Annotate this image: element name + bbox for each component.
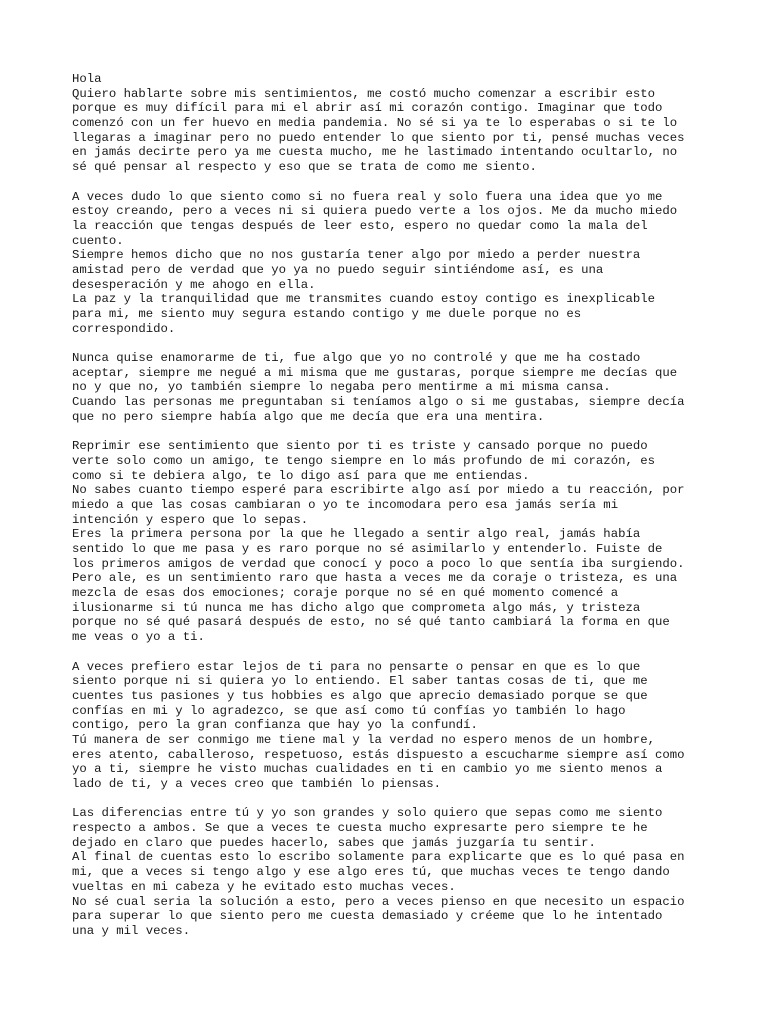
- text-line: para superar lo que siento pero me cuesta demasiado y créeme que lo he intentado: [72, 909, 663, 924]
- text-line: Pero ale, es un sentimiento raro que hasta a veces me da coraje o tristeza, es una: [72, 571, 678, 586]
- text-line: eres atento, caballeroso, respetuoso, estás dispuesto a escucharme siempre así como: [72, 747, 685, 762]
- text-line: aceptar, siempre me negué a mi misma que me gustaras, porque siempre me decías que: [72, 365, 678, 380]
- text-line: porque es muy difícil para mi el abrir así mi corazón contigo. Imaginar que todo: [72, 101, 663, 116]
- text-line: A veces dudo lo que siento como si no fuera real y solo fuera una idea que yo me: [72, 189, 663, 204]
- text-line: A veces prefiero estar lejos de ti para no pensarte o pensar en que es lo que: [72, 659, 641, 674]
- text-line: comenzó con un fer huevo en media pandemia. No sé si ya te lo esperabas o si te lo: [72, 116, 678, 131]
- text-line: ilusionarme si tú nunca me has dicho algo que comprometa algo más, y tristeza: [72, 600, 641, 615]
- text-line: correspondido.: [72, 321, 176, 336]
- text-line: lado de ti, y a veces creo que también lo piensas.: [72, 777, 441, 791]
- text-line: la reacción que tengas después de leer esto, espero no quedar como la mala del: [72, 218, 648, 233]
- text-line: estoy creando, pero a veces ni si quiera puedo verte a los ojos. Me da mucho miedo: [72, 204, 678, 219]
- text-line: La paz y la tranquilidad que me transmites cuando estoy contigo es inexplicable: [72, 292, 655, 307]
- letter-document: [72, 72, 712, 953]
- paragraph: [72, 72, 712, 175]
- text-line: Hola: [72, 72, 102, 86]
- text-line: cuento.: [72, 233, 124, 248]
- text-line: verte solo como un amigo, te tengo siempre en lo más profundo de mi corazón, es: [72, 453, 655, 468]
- text-line: mi, que a veces si tengo algo y ese algo eres tú, que muchas veces te tengo dando: [72, 865, 670, 880]
- text-line: como si te debiera algo, te lo digo así para que me entiendas.: [72, 468, 530, 483]
- text-line: llegaras a imaginar pero no puedo entender lo que siento por ti, pensé muchas veces: [72, 130, 685, 145]
- text-line: No sé cual seria la solución a esto, pero a veces pienso en que necesito un espacio: [72, 894, 685, 909]
- text-line: Al final de cuentas esto lo escribo solamente para explicarte que es lo qué pasa en: [72, 850, 685, 865]
- text-line: Siempre hemos dicho que no nos gustaría tener algo por miedo a perder nuestra: [72, 248, 641, 263]
- text-line: en jamás decirte pero ya me cuesta mucho, me he lastimado intentando ocultarlo, no: [72, 145, 678, 160]
- text-line: los primeros amigos de verdad que conocí y poco a poco lo que sentía iba surgiendo.: [72, 556, 685, 571]
- text-line: sé qué pensar al respecto y eso que se trata de como me siento.: [72, 160, 537, 175]
- text-line: que no pero siempre había algo que me decía que era una mentira.: [72, 409, 545, 424]
- text-line: me veas o yo a ti.: [72, 630, 205, 645]
- paragraph: [72, 190, 712, 337]
- text-line: Cuando las personas me preguntaban si teníamos algo o si me gustabas, siempre decía: [72, 395, 685, 410]
- paragraph: [72, 660, 712, 792]
- text-line: siento porque ni si quiera yo lo entiendo. El saber tantas cosas de ti, que me: [72, 674, 648, 689]
- text-line: una y mil veces.: [72, 923, 191, 938]
- text-line: sentido lo que me pasa y es raro porque no sé asimilarlo y entenderlo. Fuiste de: [72, 542, 663, 556]
- text-line: Tú manera de ser conmigo me tiene mal y la verdad no espero menos de un hombre,: [72, 732, 655, 747]
- text-line: Nunca quise enamorarme de ti, fue algo que yo no controlé y que me ha costado: [72, 351, 641, 366]
- text-line: porque no sé qué pasará después de esto, no sé qué tanto cambiará la forma en que: [72, 615, 670, 630]
- text-line: para mi, me siento muy segura estando contigo y me duele porque no es: [72, 307, 582, 321]
- text-line: amistad pero de verdad que yo ya no puedo seguir sintiéndome así, es una: [72, 262, 604, 277]
- text-line: cuentes tus pasiones y tus hobbies es algo que aprecio demasiado porque se que: [72, 688, 648, 703]
- text-line: respecto a ambos. Se que a veces te cuesta mucho expresarte pero siempre te he: [72, 821, 648, 836]
- text-line: mezcla de esas dos emociones; coraje porque no sé en qué momento comencé a: [72, 586, 619, 601]
- text-line: yo a ti, siempre he visto muchas cualidades en ti en cambio yo me siento menos a: [72, 762, 663, 777]
- text-line: intención y espero que lo sepas.: [72, 512, 309, 527]
- paragraph: [72, 351, 712, 424]
- text-line: No sabes cuanto tiempo esperé para escribirte algo así por miedo a tu reacción, por: [72, 483, 685, 498]
- text-line: no y que no, yo también siempre lo negaba pero mentirme a mi misma cansa.: [72, 380, 611, 395]
- text-line: Quiero hablarte sobre mis sentimientos, me costó mucho comenzar a escribir esto: [72, 86, 655, 101]
- text-line: miedo a que las cosas cambiaran o yo te incomodara pero esa jamás sería mi: [72, 497, 619, 512]
- text-line: Eres la primera persona por la que he llegado a sentir algo real, jamás había: [72, 527, 641, 542]
- paragraph: [72, 439, 712, 645]
- text-line: Las diferencias entre tú y yo son grandes y solo quiero que sepas como me siento: [72, 806, 663, 821]
- text-line: confías en mi y lo agradezco, se que así como tú confías yo también lo hago: [72, 703, 626, 718]
- text-line: vueltas en mi cabeza y he evitado esto muchas veces.: [72, 879, 456, 894]
- paragraph: [72, 806, 712, 938]
- text-line: dejado en claro que puedes hacerlo, sabes que jamás juzgaría tu sentir.: [72, 835, 596, 850]
- text-line: contigo, pero la gran confianza que hay yo la confundí.: [72, 718, 478, 733]
- text-line: desesperación y me ahogo en ella.: [72, 277, 316, 292]
- text-line: Reprimir ese sentimiento que siento por ti es triste y cansado porque no puedo: [72, 439, 648, 454]
